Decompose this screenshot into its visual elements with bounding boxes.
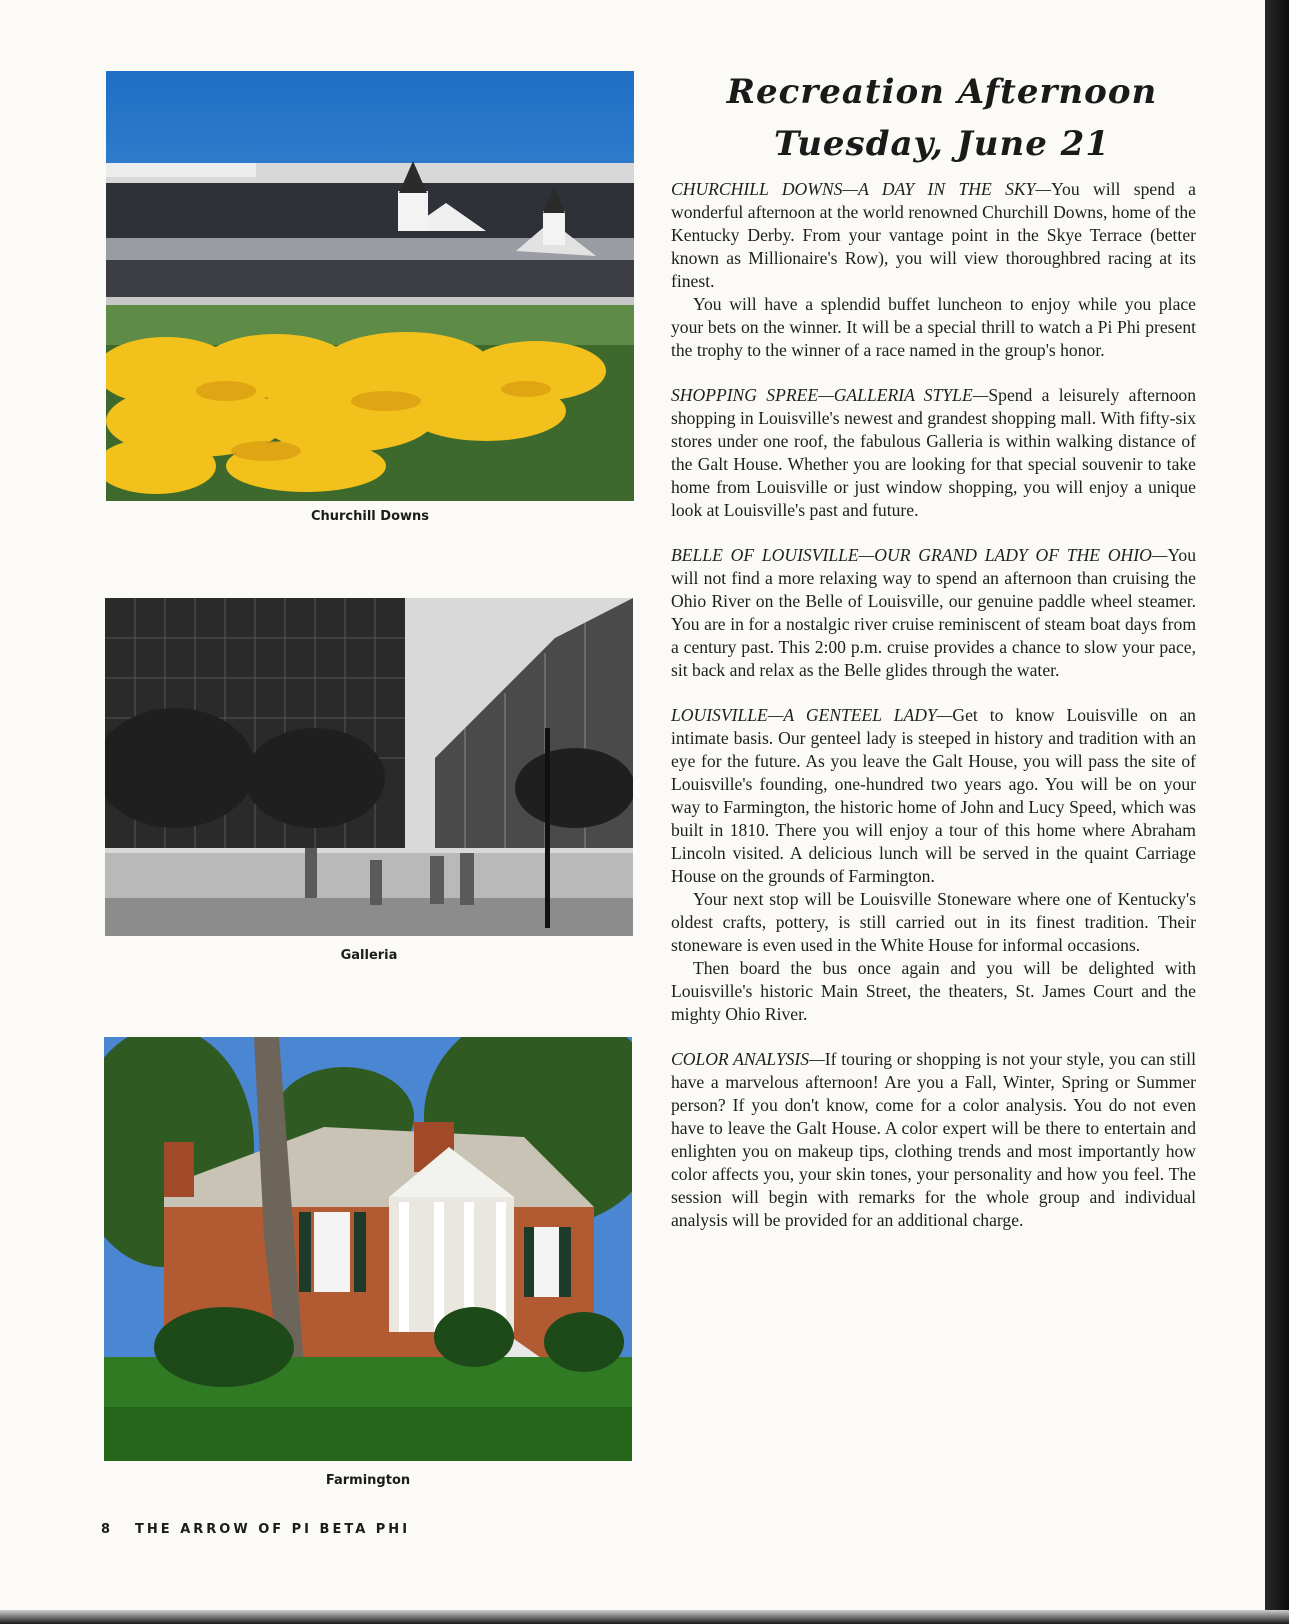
section-paragraph: CHURCHILL DOWNS—A DAY IN THE SKY—You will spend a wonderful afternoon at the world renowned Churchill Downs, home of the Kentucky Derby. From your vantage point in the Skye Terrace (better known as Millionaire's Row), you will view thoroughbred racing at its finest.: [671, 179, 1196, 291]
churchill-downs-photo: [106, 71, 634, 501]
section-title: BELLE OF LOUISVILLE—OUR GRAND LADY OF THE OHIO—: [671, 545, 1168, 565]
section-paragraph: Then board the bus once again and you will be delighted with Louisville's historic Main Street, the theaters, St. James Court and the mighty Ohio River.: [671, 958, 1196, 1024]
section-paragraph: BELLE OF LOUISVILLE—OUR GRAND LADY OF THE OHIO—You will not find a more relaxing way to spend an afternoon than cruising the Ohio River on the Belle of Louisville, our genuine paddle wheel steamer. You are in for a nostalgic river cruise reminiscent of steam boat days from a century past. This 2:00 p.m. cruise provides a chance to slow your pace, sit back and relax as the Belle glides through the water.: [671, 545, 1196, 680]
heading-line-2: Tuesday, June 21: [774, 124, 1110, 164]
publication-name: THE ARROW OF PI BETA PHI: [135, 1522, 411, 1537]
galleria-photo: [105, 598, 633, 936]
farmington-caption: Farmington: [325, 1473, 411, 1488]
section-title: LOUISVILLE—A GENTEEL LADY—: [671, 705, 953, 725]
section-title: SHOPPING SPREE—GALLERIA STYLE—: [671, 385, 989, 405]
section-title: CHURCHILL DOWNS—A DAY IN THE SKY—: [671, 179, 1052, 199]
section-paragraph: SHOPPING SPREE—GALLERIA STYLE—Spend a leisurely afternoon shopping in Louisville's newest and grandest shopping mall. With fifty-six stores under one roof, the fabulous Galleria is within walking distance of the Galt House. Whether you are looking for that special souvenir to take home from Louisville or just window shopping, you will enjoy a unique look at Louisville's past and future.: [671, 385, 1197, 520]
page-edge-shadow: [1265, 0, 1289, 1624]
section-paragraph: LOUISVILLE—A GENTEEL LADY—Get to know Louisville on an intimate basis. Our genteel lady is steeped in history and tradition with an eye for the future. As you leave the Galt House, you will pass the site of Louisville's founding, one-hundred two years ago. You will be on your way to Farmington, the historic home of John and Lucy Speed, which was built in 1810. There you will enjoy a tour of this home where Abraham Lincoln visited. A delicious lunch will be served in the quaint Carriage House on the grounds of Farmington.: [671, 705, 1196, 886]
page-footer: [101, 1522, 410, 1537]
section-paragraph: You will have a splendid buffet luncheon to enjoy while you place your bets on the winner. It will be a special thrill to watch a Pi Phi present the trophy to the winner of a race named in the group's honor.: [671, 294, 1196, 360]
page-number: 8: [101, 1522, 114, 1537]
section-title: COLOR ANALYSIS—: [671, 1049, 825, 1069]
churchill-downs-caption: Churchill Downs: [310, 509, 430, 524]
page-heading: [672, 66, 1212, 170]
farmington-photo: [104, 1037, 632, 1461]
galleria-caption: Galleria: [340, 948, 398, 963]
section-paragraph: COLOR ANALYSIS—If touring or shopping is not your style, you can still have a marvelous afternoon! Are you a Fall, Winter, Spring or Summer person? If you don't know, come for a color analysis. You do not even have to leave the Galt House. A color expert will be there to entertain and enlighten you on makeup tips, clothing trends and most importantly how color affects you, your skin tones, your personality and how you feel. The session will begin with remarks for the whole group and individual analysis will be provided for an additional charge.: [671, 1049, 1196, 1230]
page-bottom-shadow: [0, 1610, 1289, 1624]
article-body: [671, 178, 1196, 1232]
section-paragraph: Your next stop will be Louisville Stoneware where one of Kentucky's oldest crafts, pottery, is still carried out in its finest tradition. Their stoneware is even used in the White House for informal occasions.: [671, 889, 1196, 955]
heading-line-1: Recreation Afternoon: [726, 72, 1158, 112]
